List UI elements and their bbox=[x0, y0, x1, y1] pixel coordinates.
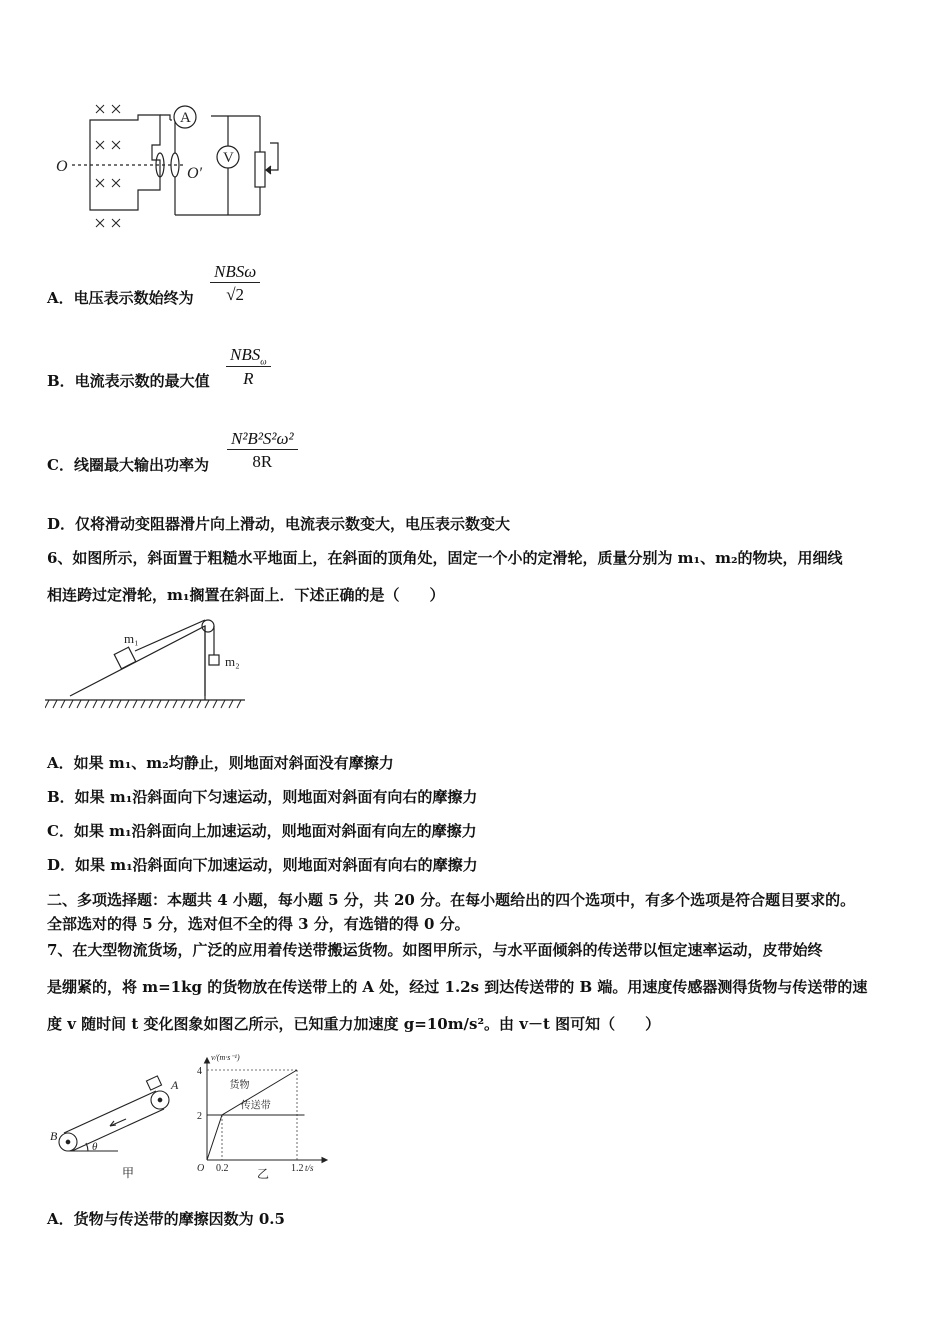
q6-option-a: A．如果 m₁、m₂均静止，则地面对斜面没有摩擦力 bbox=[47, 754, 394, 772]
incline-pulley-figure bbox=[45, 612, 250, 716]
axis-label-o-prime: O′ bbox=[187, 165, 203, 182]
q6-stem-line-2: 相连跨过定滑轮，m₁搁置在斜面上．下述正确的是（ ） bbox=[47, 586, 445, 604]
block-m2 bbox=[209, 655, 219, 665]
generator-circuit-figure bbox=[50, 95, 290, 235]
block-m1 bbox=[114, 647, 136, 669]
q7-stem-line-3: 度 v 随时间 t 变化图象如图乙所示，已知重力加速度 g=10m/s²。由 v－t 图可知（ ） bbox=[47, 1015, 661, 1033]
section2-header-line-2: 全部选对的得 5 分，选对但不全的得 3 分，有选错的得 0 分。 bbox=[47, 915, 470, 933]
caption-jia: 甲 bbox=[122, 1166, 135, 1180]
q5-option-b-fraction bbox=[226, 345, 271, 389]
section2-header-line-1: 二、多项选择题：本题共 4 小题，每小题 5 分，共 20 分。在每小题给出的四个选项中，有多个选项是符合题目要求的。 bbox=[47, 891, 856, 909]
origin-label: O bbox=[197, 1163, 205, 1174]
fraction-denominator: √2 bbox=[226, 285, 245, 304]
label-theta: θ bbox=[92, 1141, 98, 1153]
vt-chart bbox=[195, 1050, 335, 1185]
x-axis-arrow bbox=[322, 1158, 327, 1163]
fraction-numerator-sub: ω bbox=[260, 356, 267, 367]
q6-option-d: D．如果 m₁沿斜面向下加速运动，则地面对斜面有向右的摩擦力 bbox=[47, 856, 478, 874]
y-tick-label: 2 bbox=[197, 1111, 202, 1122]
q5-option-a-fraction bbox=[210, 262, 260, 305]
ammeter-label: A bbox=[180, 110, 191, 126]
q5-option-c-fraction bbox=[227, 429, 298, 472]
q5-option-c-text: C．线圈最大输出功率为 bbox=[47, 456, 209, 474]
cargo-box bbox=[146, 1076, 161, 1090]
fraction-numerator-main: NBS bbox=[230, 345, 261, 364]
fraction-denominator: R bbox=[243, 369, 254, 389]
q5-option-a-text: A．电压表示数始终为 bbox=[47, 289, 194, 307]
q5-option-d: D．仅将滑动变阻器滑片向上滑动，电流表示数变大，电压表示数变大 bbox=[47, 515, 511, 533]
fraction-numerator: N²B²S²ω² bbox=[227, 429, 298, 450]
q7-stem-line-1: 7、在大型物流货场，广泛的应用着传送带搬运货物。如图甲所示，与水平面倾斜的传送带以恒定速率运动，皮带始终 bbox=[47, 941, 823, 959]
magnetic-field-marks bbox=[96, 105, 120, 227]
axis-label-o: O bbox=[56, 158, 68, 175]
label-b: B bbox=[50, 1129, 58, 1143]
q5-option-b-text: B．电流表示数的最大值 bbox=[47, 372, 210, 390]
label-m2: m₂ bbox=[225, 654, 240, 669]
q6-stem-line-1: 6、如图所示，斜面置于粗糙水平地面上，在斜面的顶角处，固定一个小的定滑轮，质量分别为 m₁、m₂的物块，用细线 bbox=[47, 549, 843, 567]
q7-option-a: A．货物与传送带的摩擦因数为 0.5 bbox=[47, 1210, 285, 1228]
chart-caption: 乙 bbox=[257, 1167, 270, 1181]
q6-option-b: B．如果 m₁沿斜面向下匀速运动，则地面对斜面有向右的摩擦力 bbox=[47, 788, 478, 806]
y-axis-label: v/(m·s⁻¹) bbox=[211, 1053, 240, 1062]
voltmeter-label: V bbox=[223, 150, 234, 166]
series-label: 传送带 bbox=[240, 1100, 271, 1112]
x-tick-label: 1.2 bbox=[291, 1163, 304, 1174]
fraction-numerator: NBSω bbox=[210, 262, 260, 283]
fraction-numerator bbox=[226, 345, 271, 367]
label-a: A bbox=[171, 1078, 179, 1092]
conveyor-belt-figure bbox=[48, 1075, 188, 1185]
label-m1: m₁ bbox=[124, 631, 139, 646]
x-axis-label: t/s bbox=[305, 1163, 314, 1173]
q7-stem-line-2: 是绷紧的，将 m=1kg 的货物放在传送带上的 A 处，经过 1.2s 到达传送带的 B 端。用速度传感器测得货物与传送带的速 bbox=[47, 978, 868, 996]
y-axis-arrow bbox=[205, 1058, 210, 1063]
series-label: 货物 bbox=[229, 1080, 250, 1091]
y-tick-label: 4 bbox=[197, 1066, 202, 1077]
x-tick-label: 0.2 bbox=[216, 1163, 229, 1174]
q6-option-c: C．如果 m₁沿斜面向上加速运动，则地面对斜面有向左的摩擦力 bbox=[47, 822, 477, 840]
fraction-denominator: 8R bbox=[252, 452, 273, 471]
